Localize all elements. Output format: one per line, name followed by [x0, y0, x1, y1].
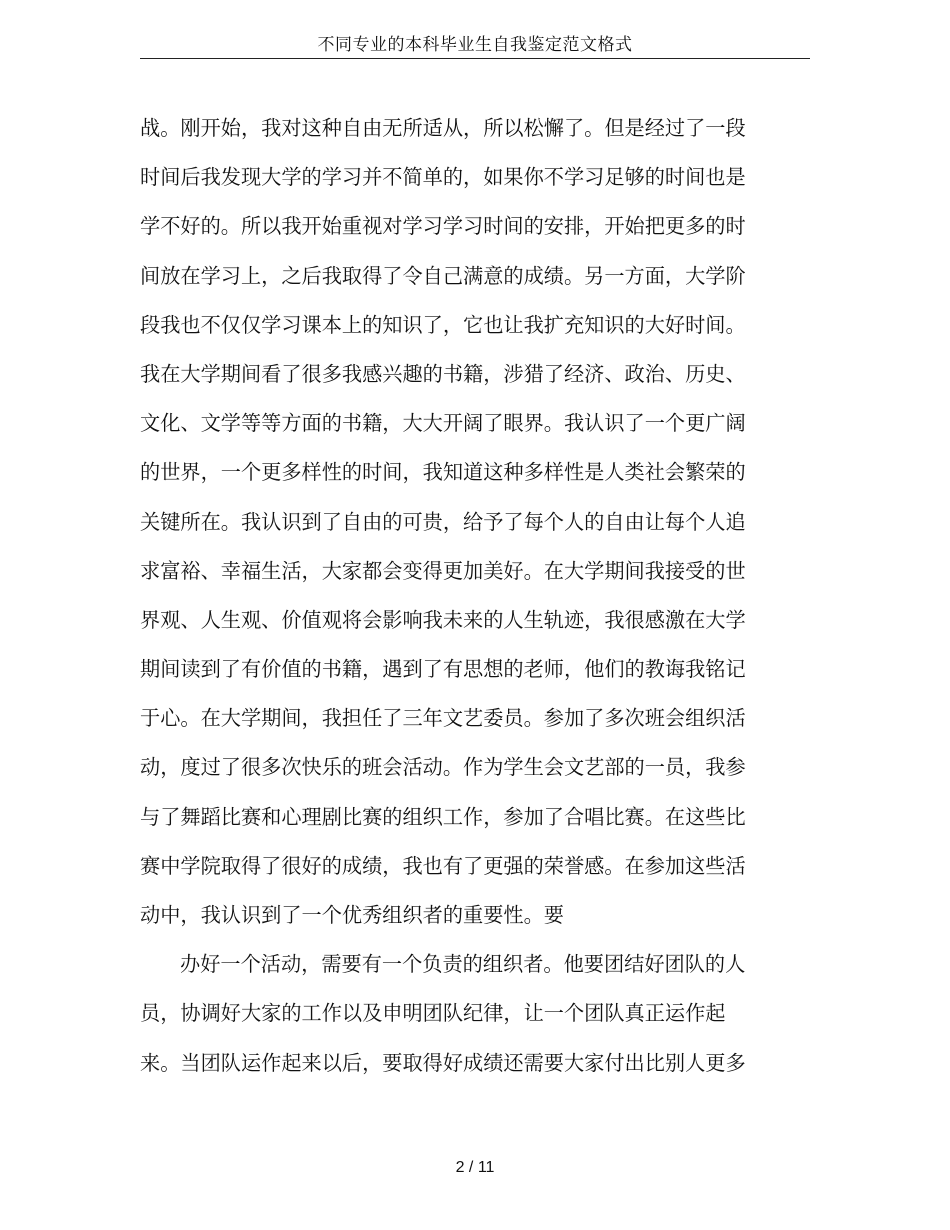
- text-line: 的世界，一个更多样性的时间，我知道这种多样性是人类社会繁荣的: [140, 460, 746, 485]
- text-line: 于心。在大学期间，我担任了三年文艺委员。参加了多次班会组织活: [140, 706, 746, 731]
- text-line: 学不好的。所以我开始重视对学习学习时间的安排，开始把更多的时: [140, 214, 746, 239]
- text-line: 段我也不仅仅学习课本上的知识了，它也让我扩充知识的大好时间。: [140, 312, 746, 337]
- document-title: 不同专业的本科毕业生自我鉴定范文格式: [317, 35, 633, 55]
- page-footer: [0, 1158, 950, 1178]
- text-line: 战。刚开始，我对这种自由无所适从，所以松懈了。但是经过了一段: [140, 116, 746, 140]
- text-line: 来。当团队运作起来以后，要取得好成绩还需要大家付出比别人更多: [140, 1050, 746, 1075]
- text-line: 赛中学院取得了很好的成绩，我也有了更强的荣誉感。在参加这些活: [140, 853, 746, 878]
- text-line: 动，度过了很多次快乐的班会活动。作为学生会文艺部的一员，我参: [140, 755, 746, 780]
- text-line: 我在大学期间看了很多我感兴趣的书籍，涉猎了经济、政治、历史、: [140, 361, 746, 386]
- text-line: 员，协调好大家的工作以及申明团队纪律，让一个团队真正运作起: [140, 1001, 726, 1026]
- text-line: 与了舞蹈比赛和心理剧比赛的组织工作，参加了合唱比赛。在这些比: [140, 804, 746, 829]
- text-line: 时间后我发现大学的学习并不简单的，如果你不学习足够的时间也是: [140, 165, 746, 190]
- text-line: 间放在学习上，之后我取得了令自己满意的成绩。另一方面，大学阶: [140, 263, 746, 288]
- text-line: 文化、文学等等方面的书籍，大大开阔了眼界。我认识了一个更广阔: [140, 411, 746, 436]
- text-line: 求富裕、幸福生活，大家都会变得更加美好。在大学期间我接受的世: [140, 558, 746, 583]
- page-number: 2 / 11: [455, 1159, 495, 1176]
- paragraph-start-line: 办好一个活动，需要有一个负责的组织者。他要团结好团队的人: [180, 952, 746, 977]
- text-line: 期间读到了有价值的书籍，遇到了有思想的老师，他们的教诲我铭记: [140, 657, 746, 682]
- page-header: [140, 34, 810, 59]
- text-line: 界观、人生观、价值观将会影响我未来的人生轨迹，我很感激在大学: [140, 607, 746, 632]
- body-text: [140, 104, 760, 1088]
- text-line: 动中，我认识到了一个优秀组织者的重要性。要: [140, 903, 564, 927]
- text-line: 关键所在。我认识到了自由的可贵，给予了每个人的自由让每个人追: [140, 509, 746, 534]
